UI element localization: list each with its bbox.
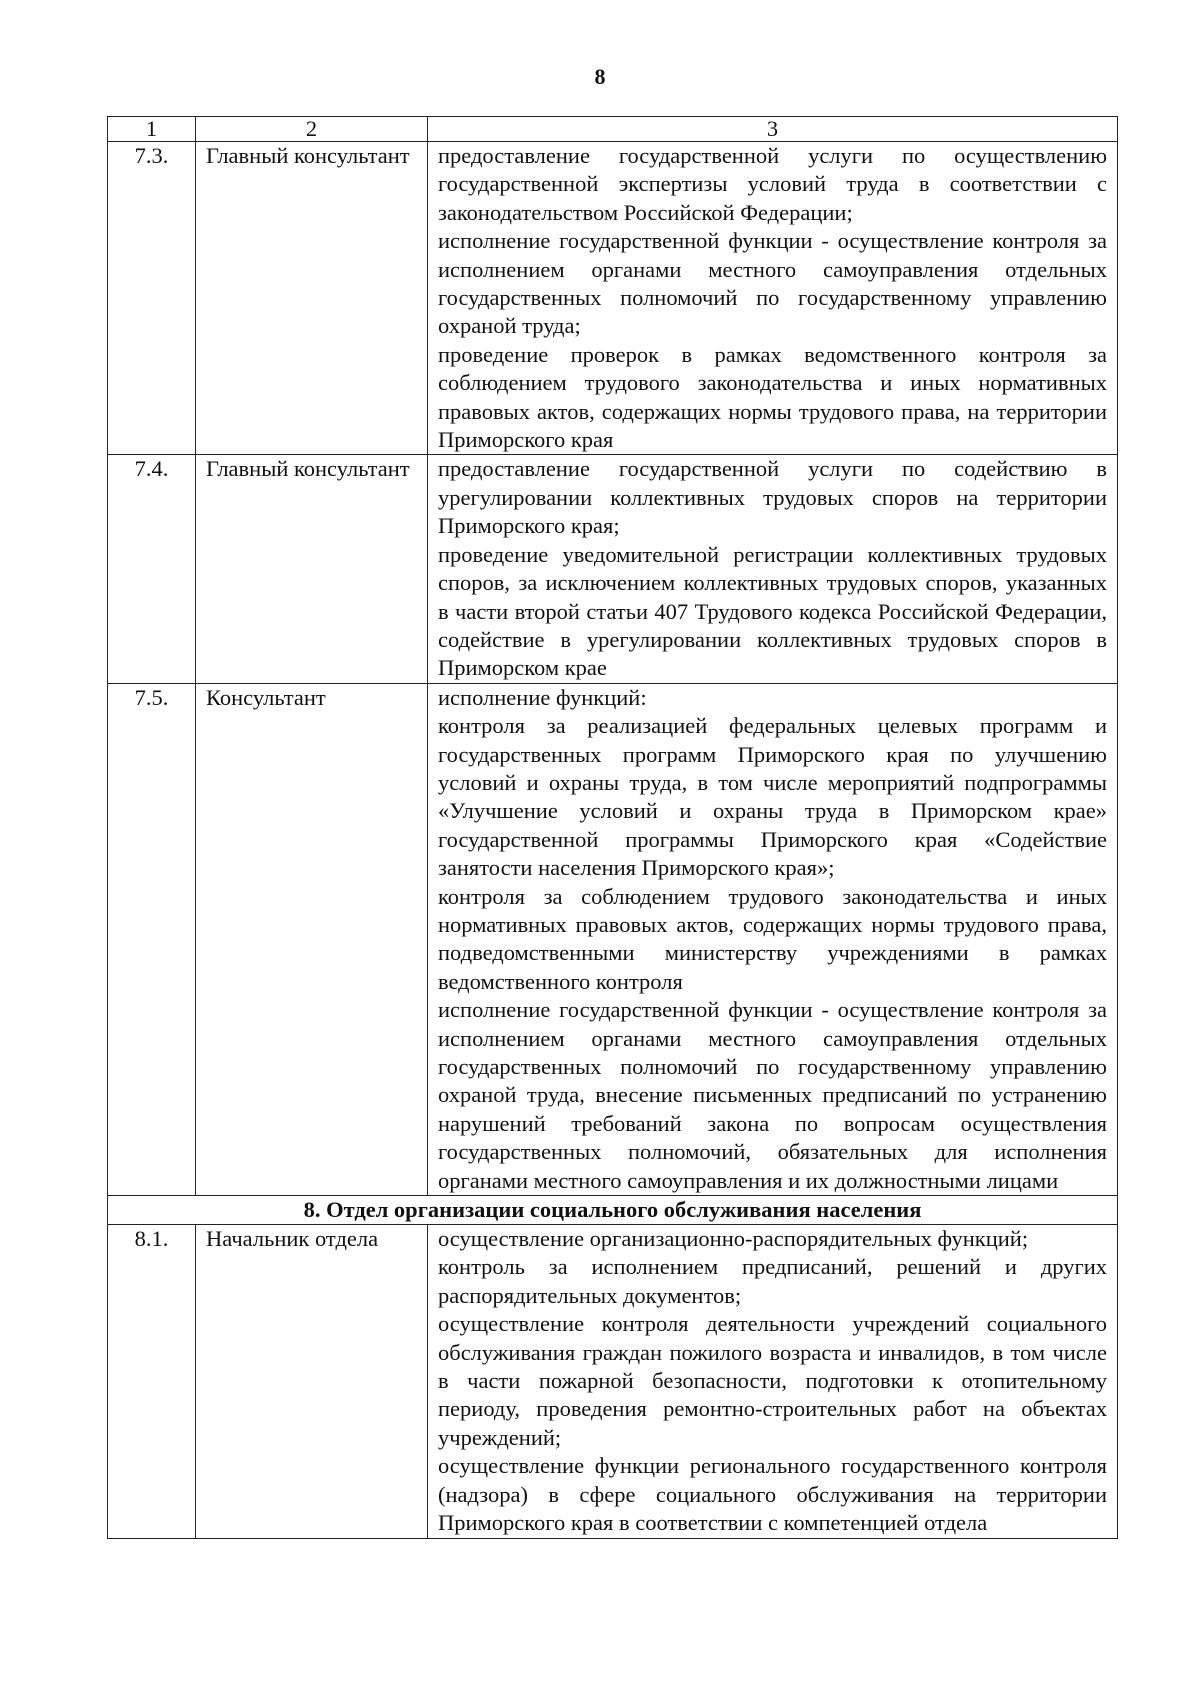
row-number: 8.1. — [108, 1225, 196, 1538]
section-row — [108, 1196, 1118, 1225]
duties-cell — [428, 455, 1118, 683]
column-header-2: 2 — [196, 117, 428, 142]
column-header-3: 3 — [428, 117, 1118, 142]
duty-item: исполнение государственной функции - осуществление контроля за исполнением органами местного самоуправления отдельных государственных полномочий по государственному управлению охраной труда, внесение письменных предписаний по устранению нарушений требований закона по вопросам осуществления государственных полномочий, обязательных для исполнения органами местного самоуправления и их должностными лицами — [438, 997, 1107, 1193]
duty-item: предоставление государственной услуги по содействию в урегулировании коллективных трудовых споров на территории Приморского края; — [438, 456, 1107, 539]
table-row — [108, 455, 1118, 683]
position-title: Начальник отдела — [196, 1225, 428, 1538]
duty-item: контроль за исполнением предписаний, решений и других распорядительных документов; — [438, 1254, 1107, 1308]
duty-item: исполнение государственной функции - осуществление контроля за исполнением органами местного самоуправления отдельных государственных полномочий по государственному управлению охраной труда; — [438, 228, 1107, 339]
page-number: 8 — [594, 64, 606, 89]
row-number: 7.5. — [108, 683, 196, 1195]
section-heading: 8. Отдел организации социального обслуживания населения — [108, 1196, 1118, 1225]
duties-table — [107, 116, 1118, 1539]
duties-cell — [428, 142, 1118, 455]
duty-item: осуществление организационно-распорядительных функций; — [438, 1226, 1029, 1252]
duty-item: контроля за соблюдением трудового законодательства и иных нормативных правовых актов, содержащих нормы трудового права, подведомственными министерству учреждениями в рамках ведомственного контроля — [438, 883, 1107, 994]
duty-item: исполнение функций: — [438, 684, 647, 710]
duties-cell — [428, 1225, 1118, 1538]
position-title: Главный консультант — [196, 142, 428, 455]
duty-item: осуществление функции регионального государственного контроля (надзора) в сфере социального обслуживания на территории Приморского края в соответствии с компетенцией отдела — [438, 1453, 1107, 1536]
duty-item: проведение проверок в рамках ведомственного контроля за соблюдением трудового законодательства и иных нормативных правовых актов, содержащих нормы трудового права, на территории Приморского края — [438, 341, 1107, 453]
row-number: 7.3. — [108, 142, 196, 455]
table-row — [108, 1225, 1118, 1538]
duties-cell — [428, 683, 1118, 1195]
table-row — [108, 142, 1118, 455]
duty-item: проведение уведомительной регистрации коллективных трудовых споров, за исключением коллективных трудовых споров, указанных в части второй статьи 407 Трудового кодекса Российской Федерации, содействие в урегулировании коллективных трудовых споров в Приморском крае — [438, 541, 1107, 681]
duty-item: предоставление государственной услуги по осуществлению государственной экспертизы условий труда в соответствии с законодательством Российской Федерации; — [438, 143, 1107, 225]
duty-item: осуществление контроля деятельности учреждений социального обслуживания граждан пожилого возраста и инвалидов, в том числе в части пожарной безопасности, подготовки к отопительному периоду, проведения ремонтно-строительных работ на объектах учреждений; — [438, 1311, 1107, 1450]
table-header-row — [108, 117, 1118, 142]
duty-item: контроля за реализацией федеральных целевых программ и государственных программ Приморского края по улучшению условий и охраны труда, в том числе мероприятий подпрограммы «Улучшение условий и охраны труда в Приморском крае» государственной программы Приморского края «Содействие занятости населения Приморского края»; — [438, 713, 1107, 881]
column-header-1: 1 — [108, 117, 196, 142]
position-title: Главный консультант — [196, 455, 428, 683]
table-row — [108, 683, 1118, 1195]
row-number: 7.4. — [108, 455, 196, 683]
position-title: Консультант — [196, 683, 428, 1195]
